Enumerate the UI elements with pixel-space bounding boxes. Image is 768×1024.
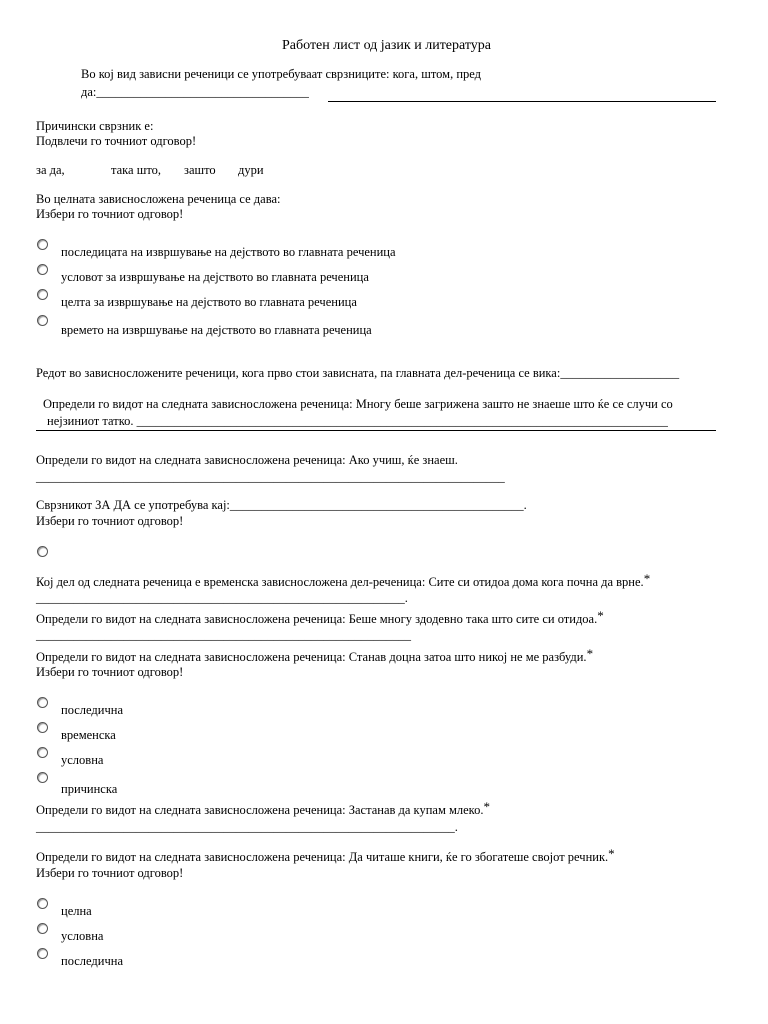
question-3-radio-3[interactable] <box>37 289 48 300</box>
page-title: Работен лист од јазик и литература <box>282 38 492 53</box>
question-7-line-2: Избери го точниот одговор! <box>36 514 184 528</box>
question-12-radio-3[interactable] <box>37 948 48 959</box>
question-12-radio-1[interactable] <box>37 898 48 909</box>
question-9-label: Определи го видот на следната зависносложена реченица: Беше многу здодевно така што сите си отидоа. <box>36 612 598 626</box>
question-3-option-3: целта за извршување на дејството во главната реченица <box>61 295 357 309</box>
question-10-label: Определи го видот на следната зависносложена реченица: Станав доцна затоа што никој не ме разбуди. <box>36 650 587 664</box>
question-5-underline <box>36 430 716 431</box>
question-8-label: Кој дел од следната реченица е временска зависносложена дел-реченица: Сите си отидоа дома кога почна да врне. <box>36 575 644 589</box>
question-8-text <box>36 571 651 590</box>
question-2-option-4[interactable]: дури <box>238 163 264 177</box>
question-3-radio-1[interactable] <box>37 239 48 250</box>
question-3-line-2: Избери го точниот одговор! <box>36 207 184 221</box>
question-2-line-1: Причински сврзник е: <box>36 119 154 133</box>
question-11-required-star: * <box>483 799 490 814</box>
question-1-underline <box>328 101 716 102</box>
question-12-line-2: Избери го точниот одговор! <box>36 866 184 880</box>
question-10-radio-1[interactable] <box>37 697 48 708</box>
question-9-text <box>36 608 604 627</box>
question-12-option-2: условна <box>61 929 104 943</box>
question-9-required-star: * <box>597 608 604 623</box>
question-7-radio-1[interactable] <box>37 546 48 557</box>
question-3-option-1: последицата на извршување на дејството во главната реченица <box>61 245 396 259</box>
question-2-line-2: Подвлечи го точниот одговор! <box>36 134 197 148</box>
question-10-radio-2[interactable] <box>37 722 48 733</box>
question-3-line-1: Во целната зависносложена реченица се дава: <box>36 192 281 206</box>
question-12-required-star: * <box>608 846 615 861</box>
question-12-option-1: целна <box>61 904 92 918</box>
question-3-radio-2[interactable] <box>37 264 48 275</box>
question-6-answer-line: ___________________________________________________________________________ <box>36 470 505 484</box>
question-10-option-1: последична <box>61 703 123 717</box>
question-11-text <box>36 799 490 818</box>
question-6-text: Определи го видот на следната зависносложена реченица: Ако учиш, ќе знаеш. <box>36 453 458 467</box>
question-12-text <box>36 846 615 865</box>
question-8-required-star: * <box>643 571 651 586</box>
question-1-text: Во кој вид зависни реченици се употребуваат сврзниците: кога, штом, пред <box>81 67 481 81</box>
question-10-option-4: причинска <box>61 782 118 796</box>
question-8-answer-line: ___________________________________________________________. <box>36 591 408 605</box>
question-2-option-2[interactable]: така што, <box>111 163 162 177</box>
question-12-radio-2[interactable] <box>37 923 48 934</box>
question-5-line-1: Определи го видот на следната зависносложена реченица: Многу беше загрижена зашто не знаеше што ќе се случи со <box>43 397 673 411</box>
question-10-text <box>36 646 594 665</box>
question-10-radio-4[interactable] <box>37 772 48 783</box>
question-10-required-star: * <box>586 646 594 661</box>
question-7-line-1: Сврзникот ЗА ДА се употребува кај:_______________________________________________. <box>36 498 527 512</box>
question-12-label: Определи го видот на следната зависносложена реченица: Да читаше книги, ќе го збогатеше својот речник. <box>36 850 609 864</box>
question-10-option-3: условна <box>61 753 104 767</box>
question-3-option-4: времето на извршување на дејството во главната реченица <box>61 323 372 337</box>
question-10-line-2: Избери го точниот одговор! <box>36 665 184 679</box>
question-11-label: Определи го видот на следната зависносложена реченица: Застанав да купам млеко. <box>36 803 484 817</box>
question-3-radio-4[interactable] <box>37 315 48 326</box>
question-1-answer-line: да:__________________________________ <box>81 85 309 99</box>
question-12-option-3: последична <box>61 954 123 968</box>
question-2-option-3[interactable]: зашто <box>184 163 216 177</box>
question-5-line-2: нејзиниот татко. _____________________________________________________________________________________ <box>47 414 668 428</box>
question-2-option-1[interactable]: за да, <box>36 163 65 177</box>
question-4-text: Редот во зависносложените реченици, кога прво стои зависната, па главната дел-реченица се вика:___________________ <box>36 366 680 380</box>
question-11-answer-line: ___________________________________________________________________. <box>36 820 458 834</box>
question-10-option-2: временска <box>61 728 116 742</box>
question-10-radio-3[interactable] <box>37 747 48 758</box>
question-3-option-2: условот за извршување на дејството во главната реченица <box>61 270 369 284</box>
question-9-answer-line: ____________________________________________________________ <box>36 628 411 642</box>
